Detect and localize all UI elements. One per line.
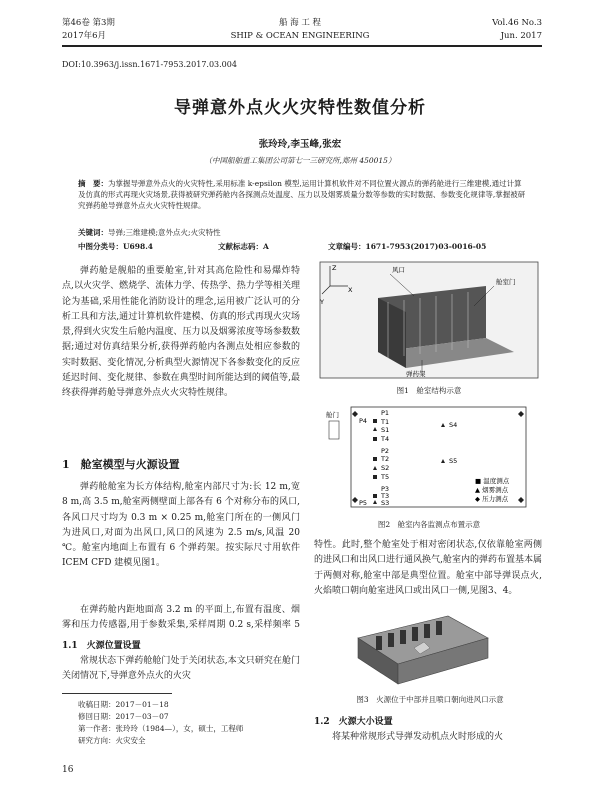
section-1-para-1: 弹药舱舱室为长方体结构,舱室内部尺寸为:长 12 m,宽 8 m,高 3.5 m,舱室两侧壁面上部各有 6 个对称分布的风口,各风口尺寸均为 0.3 m × 0.25 m,舱室门所在的一侧风门为进风口,对面为出风口,风口的风速为 2.5 m/s,风温 20 ℃。舱室内地面上布置有 6 个弹药架。按实际尺寸用软件 ICEM CFD 建模见图1。 [62, 482, 300, 569]
header-journal-en: SHIP & OCEAN ENGINEERING [230, 31, 370, 41]
footnote-revised: 修回日期：2017－03－07 [78, 712, 169, 721]
clc-number: 中图分类号：U698.4 [78, 242, 154, 251]
section-1-2-title: 1.2 火源大小设置 [314, 717, 393, 727]
abstract-label: 摘 要： [78, 179, 108, 188]
header-rule [62, 45, 542, 47]
fig1-axis-y: Y [320, 298, 324, 306]
affiliation: （中国船舶重工集团公司第七一三研究所,郑州 450015） [204, 156, 396, 165]
header-journal-cn: 船 海 工 程 [278, 18, 322, 28]
footnote-rule [62, 693, 172, 694]
fig2-legend-pressure: ◆ 压力测点 [475, 495, 509, 503]
section-1-1-text: 常规状态下弹药舱舱门处于关闭状态,本文只研究在舱门关闭情况下,导弹意外点火的火灾 [62, 656, 300, 682]
right-col-paragraph: 特性。此时,整个舱室处于相对密闭状态,仅依靠舱室两侧的进风口和出风口进行通风换气,舱室内的弹药布置基本属于两侧对称,舱室中部是典型位置。舱室中部导弹误点火,火焰喷口朝向舱室进风口或出风口一侧,见图3、4。 [314, 540, 542, 596]
fig2-point-s5: S5 [449, 457, 458, 465]
keywords-text: 导弹;三维建模;意外点火;火灾特性 [108, 228, 221, 237]
fig1-axis-x: X [348, 286, 353, 294]
fig2-point-t4: T4 [381, 435, 390, 443]
fig2-point-p1: P1 [381, 409, 390, 417]
figure-1-caption: 图1 舱室结构示意 [396, 386, 462, 395]
figure-3-diagram [348, 608, 496, 690]
abstract [78, 178, 528, 211]
fig2-point-p4: P4 [359, 417, 368, 425]
doc-code: 文献标志码：A [218, 242, 269, 251]
fig2-point-s1: S1 [381, 426, 390, 434]
figure-3-caption: 图3 火源位于中部并且喷口朝向进风口示意 [356, 695, 504, 704]
paper-title: 导弹意外点火火灾特性数值分析 [174, 98, 426, 118]
fig2-point-s2: S2 [381, 464, 390, 472]
intro-paragraph: 弹药舱是舰船的重要舱室,针对其高危险性和易爆炸特点,以火灾学、燃烧学、流体力学、传热学、热力学等相关理论为基础,采用性能化消防设计的理念,运用被广泛认可的分析工具和方法,通过计算机软件建模、仿真的形式再现火灾场景,得到火灾发生后舱内温度、压力以及烟雾浓度等场参数数据;通过对仿真结果分析,获得弹药舱内各测点处相应参数的实时数据、变化情况,分析典型火源情况下各参数变化的反应延迟时间、变化规律、参数在典型时间所能达到的阈值等,最终获得弹药舱导弹意外点火火灾特性规律。 [62, 266, 300, 399]
fig1-label-vent: 风口 [392, 266, 405, 274]
fig2-point-t3: T3 [381, 492, 390, 500]
fig1-label-door: 舱室门 [496, 278, 516, 286]
fig2-point-s3: S3 [381, 499, 390, 507]
header-volume-cn: 第46卷 第3期 [62, 18, 115, 28]
header-date-en: Jun. 2017 [500, 31, 542, 41]
fig2-point-p2: P2 [381, 447, 390, 455]
keywords-label: 关键词： [78, 228, 108, 237]
abstract-text: 为掌握导弹意外点火的火灾特性,采用标准 k-epsilon 模型,运用计算机软件对不同位置火源点的弹药舱进行三维建模,通过计算及仿真的形式再现火灾场景,获得被研究弹药舱内各探测点处温度、压力以及烟雾质量分数等参数的实时数据、参数变化规律等,掌握被研究弹药舱导弹意外点火火灾特性规律。 [78, 179, 526, 210]
fig2-point-t1: T1 [381, 418, 390, 426]
fig2-point-s4: S4 [449, 421, 458, 429]
keywords [78, 227, 528, 238]
header-volume-en: Vol.46 No.3 [492, 18, 542, 28]
fig1-axis-z: Z [332, 264, 337, 272]
section-1-2-text: 将某种常规形式导弹发动机点火时形成的火 [332, 732, 504, 742]
fig2-legend-temp: ■ 温度测点 [475, 477, 510, 485]
article-number: 文章编号：1671-7953(2017)03-0016-05 [328, 242, 487, 251]
fig1-label-rack: 弹药架 [406, 370, 426, 378]
fig2-point-t5: T5 [381, 473, 390, 481]
fig2-door-label: 舱门 [326, 411, 339, 419]
figure-2-diagram [325, 403, 530, 510]
section-1-para-2: 在弹药舱内距地面高 3.2 m 的平面上,布置有温度、烟雾和压力传感器,用于参数采集,采样周期 0.2 s,采样频率 5 [62, 605, 300, 631]
fig2-point-p5: P5 [359, 499, 368, 507]
fig2-legend-smoke: ▲ 烟雾测点 [475, 486, 509, 494]
fig2-point-p3: P3 [381, 485, 390, 493]
header-date-cn: 2017年6月 [62, 31, 107, 41]
footnotes [78, 699, 243, 747]
footnote-received: 收稿日期：2017－01－18 [78, 700, 169, 709]
footnote-author: 第一作者：张玲玲（1984—），女，硕士，工程师 [78, 724, 244, 733]
section-1-1-title: 1.1 火源位置设置 [62, 641, 141, 651]
figure-2-caption: 图2 舱室内各监测点布置示意 [377, 520, 481, 529]
fig2-point-t2: T2 [381, 455, 390, 463]
doi: DOI:10.3963/j.issn.1671-7953.2017.03.004 [62, 60, 237, 69]
page-number: 16 [62, 765, 74, 775]
footnote-research: 研究方向：火灾安全 [78, 736, 146, 745]
figure-1-diagram [318, 260, 540, 380]
authors: 张玲玲,李玉峰,张宏 [258, 139, 342, 150]
section-1-title: 1 舱室模型与火源设置 [62, 458, 180, 471]
